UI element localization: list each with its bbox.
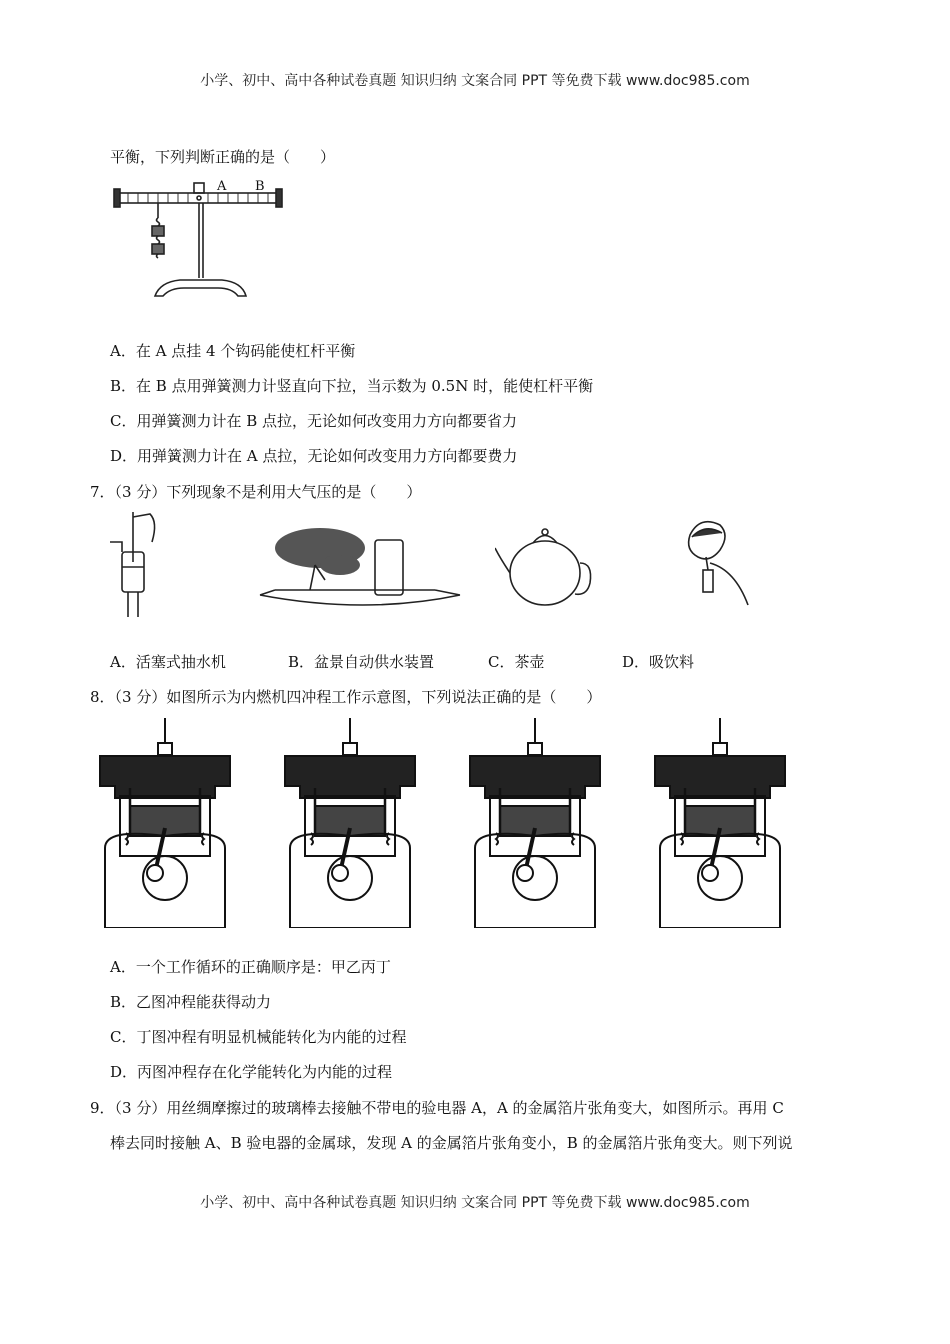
q6-option-d: D．用弹簧测力计在 A 点拉，无论如何改变用力方向都要费力: [110, 447, 518, 465]
q7-stem: 7．（3 分）下列现象不是利用大气压的是（ ）: [90, 483, 422, 501]
q8-option-a: A．一个工作循环的正确顺序是：甲乙丙丁: [110, 958, 391, 976]
q8-option-d: D．丙图冲程存在化学能转化为内能的过程: [110, 1063, 393, 1081]
bonsai-figure: [255, 520, 470, 615]
q6-option-b: B．在 B 点用弹簧测力计竖直向下拉，当示数为 0.5N 时，能使杠杆平衡: [110, 377, 594, 395]
q6-option-a: A．在 A 点挂 4 个钩码能使杠杆平衡: [110, 342, 356, 360]
q7-caption-d: D．吸饮料: [622, 653, 695, 671]
q6-option-c: C．用弹簧测力计在 B 点拉，无论如何改变用力方向都要省力: [110, 412, 518, 430]
q7-caption-a: A．活塞式抽水机: [110, 653, 226, 671]
page-footer: 小学、初中、高中各种试卷真题 知识归纳 文案合同 PPT 等免费下载 www.doc985.com: [200, 1195, 750, 1211]
q6-stem-tail: 平衡，下列判断正确的是（ ）: [110, 148, 336, 166]
q7-caption-b: B．盆景自动供水装置: [288, 653, 435, 671]
label-b: B: [255, 179, 265, 194]
q9-line-1: 9．（3 分）用丝绸摩擦过的玻璃棒去接触不带电的验电器 A，A 的金属箔片张角变大，如图所示。再用 C: [90, 1099, 784, 1117]
page-header: 小学、初中、高中各种试卷真题 知识归纳 文案合同 PPT 等免费下载 www.doc985.com: [200, 73, 750, 89]
q7-caption-c: C．茶壶: [488, 653, 545, 671]
q9-line-2: 棒去同时接触 A、B 验电器的金属球，发现 A 的金属箔片张角变小，B 的金属箔片张角变大。则下列说: [110, 1134, 793, 1152]
label-a: A: [217, 179, 227, 194]
q8-option-c: C．丁图冲程有明显机械能转化为内能的过程: [110, 1028, 407, 1046]
q8-option-b: B．乙图冲程能获得动力: [110, 993, 272, 1011]
engine-strokes-figure: [90, 718, 790, 928]
teapot-figure: [495, 518, 595, 613]
q8-stem: 8．（3 分）如图所示为内燃机四冲程工作示意图，下列说法正确的是（ ）: [90, 688, 602, 706]
piston-pump-figure: [110, 512, 170, 622]
lever-figure: [110, 178, 295, 303]
drinking-boy-figure: [670, 515, 755, 615]
lever-bar: [118, 193, 278, 203]
